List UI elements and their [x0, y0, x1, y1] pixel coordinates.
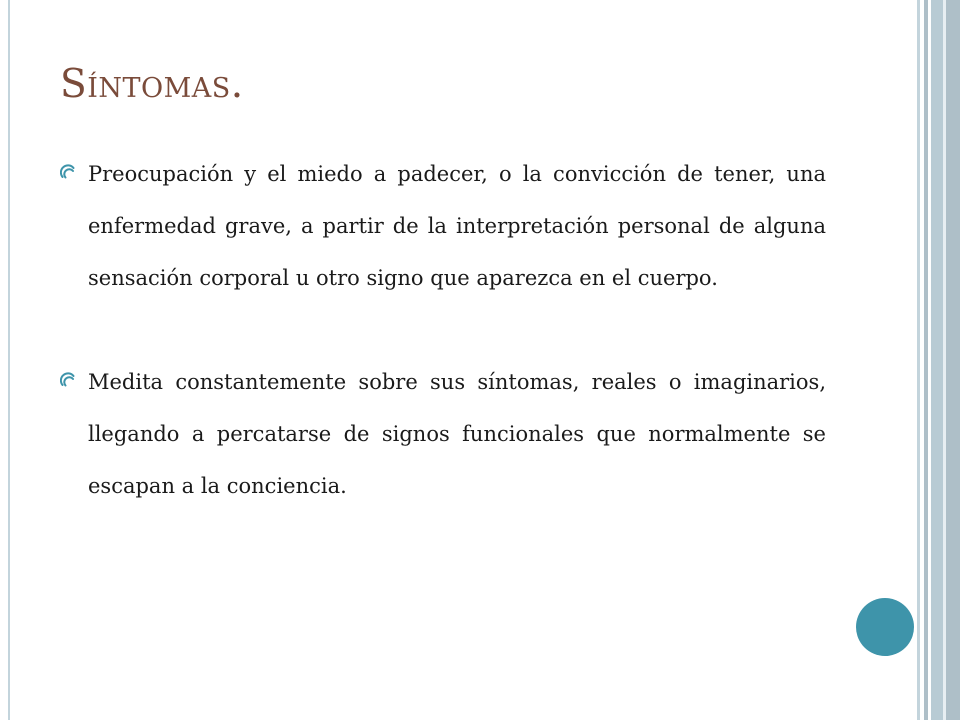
right-stripe: [924, 0, 928, 720]
bullet-item: [60, 356, 826, 512]
bullet-text: Medita constantemente sobre sus síntomas, reales o imaginarios, llegando a percatarse de signos funcionales que normalmente se escapan a la conciencia.: [88, 370, 826, 498]
bullet-list: [60, 148, 826, 512]
slide-title: Síntomas.: [60, 62, 244, 107]
decorative-circle: [856, 598, 914, 656]
right-stripe: [931, 0, 943, 720]
bullet-item: [60, 148, 826, 304]
right-stripe: [946, 0, 960, 720]
left-border-line: [8, 0, 10, 720]
right-stripe: [917, 0, 920, 720]
bullet-arc-icon: [60, 372, 76, 388]
bullet-arc-icon: [60, 164, 76, 180]
bullet-text: Preocupación y el miedo a padecer, o la convicción de tener, una enfermedad grave, a partir de la interpretación personal de alguna sensación corporal u otro signo que aparezca en el cuerpo.: [88, 162, 826, 290]
